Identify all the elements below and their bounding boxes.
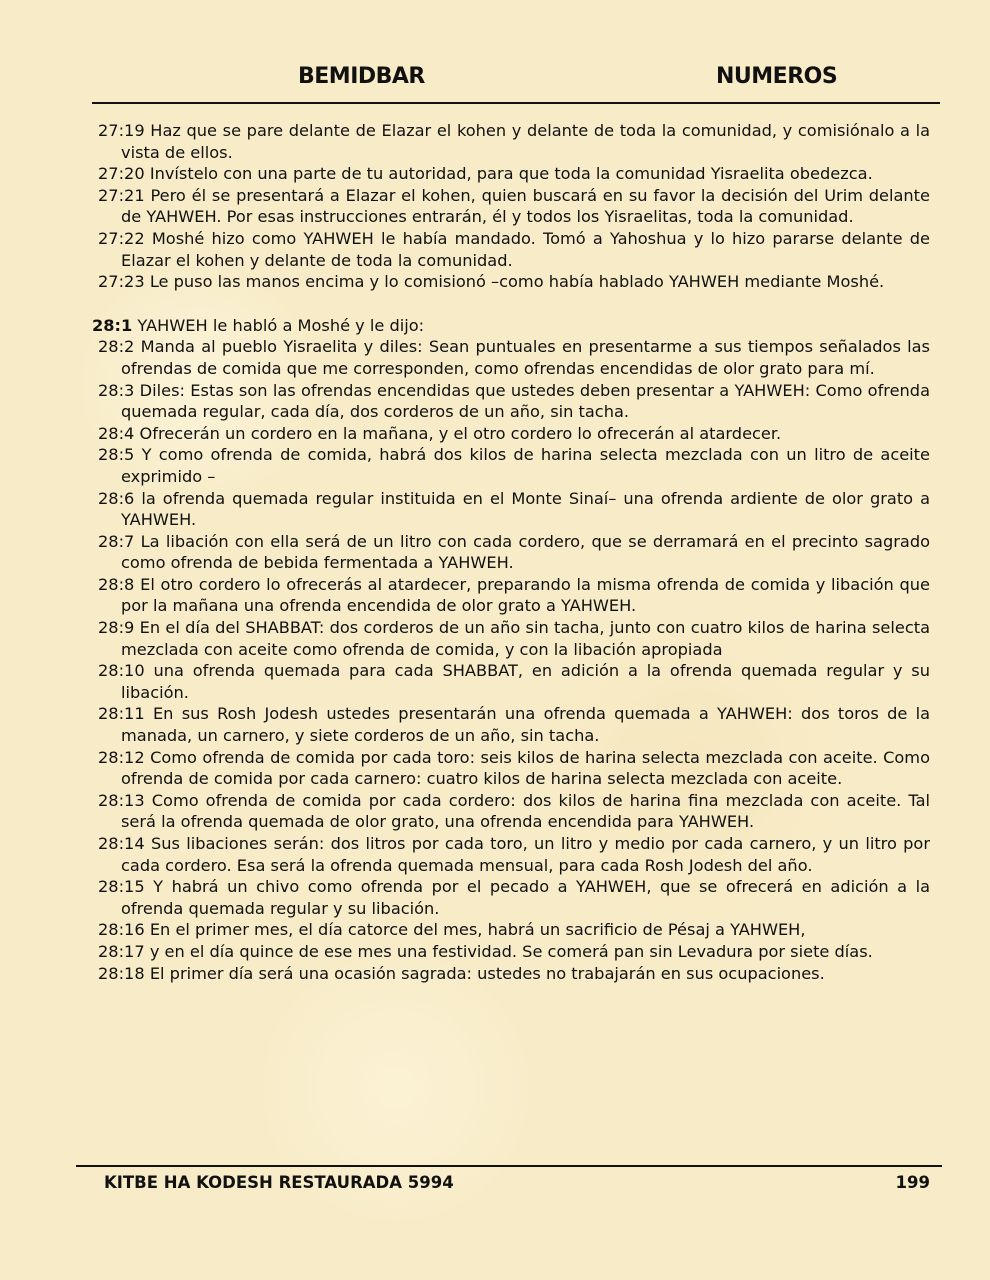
verse-ref: 28:3 xyxy=(98,380,135,400)
verse xyxy=(98,919,930,941)
verse-ref: 28:10 xyxy=(98,661,145,681)
verse xyxy=(98,941,930,963)
verse xyxy=(98,531,930,574)
verse-ref: 28:6 xyxy=(98,488,135,508)
verse-text: Haz que se pare delante de Elazar el kohen y delante de toda la comunidad, y comisiónalo a la vista de ellos. xyxy=(121,121,930,162)
verse-ref: 27:23 xyxy=(98,272,145,292)
verse xyxy=(98,228,930,271)
verse-text: Y como ofrenda de comida, habrá dos kilos de harina selecta mezclada con un litro de aceite exprimido – xyxy=(121,445,930,486)
verse-ref: 28:5 xyxy=(98,445,135,465)
page-content xyxy=(92,120,931,984)
chapter-gap xyxy=(98,293,930,315)
verse-ref: 27:19 xyxy=(98,121,145,140)
verse-text: la ofrenda quemada regular instituida en el Monte Sinaí– una ofrenda ardiente de olor grato a YAHWEH. xyxy=(121,488,930,530)
verse-ref: 28:13 xyxy=(98,790,145,810)
verse-ref: 28:16 xyxy=(98,920,145,940)
verse xyxy=(98,660,930,703)
page-header xyxy=(92,58,940,104)
verse-ref: 28:14 xyxy=(98,834,145,853)
verse-text: El primer día será una ocasión sagrada: ustedes no trabajarán en sus ocupaciones. xyxy=(149,963,825,983)
verse-text: Moshé hizo como YAHWEH le había mandado. Tomó a Yahoshua y lo hizo pararse delante de Elazar el kohen y delante de toda la comunidad. xyxy=(121,228,930,270)
verse-ref: 28:9 xyxy=(98,618,135,638)
verse-ref: 28:15 xyxy=(98,877,145,897)
verse-ref: 28:8 xyxy=(98,574,135,594)
verse xyxy=(98,380,930,423)
verse xyxy=(98,444,930,487)
verse-ref: 28:18 xyxy=(98,963,145,983)
verse xyxy=(98,163,930,185)
verse xyxy=(98,790,930,833)
verse-ref: 27:20 xyxy=(98,164,145,184)
verse-ref: 27:22 xyxy=(98,228,145,248)
verse-ref: 28:12 xyxy=(98,747,145,767)
page-footer xyxy=(76,1165,942,1192)
book-title-hebrew: BEMIDBAR xyxy=(298,64,425,89)
verse-ref: 28:11 xyxy=(98,704,145,724)
verse-text: Como ofrenda de comida por cada toro: seis kilos de harina selecta mezclada con aceite. Como ofrenda de comida por cada carnero: cuatro kilos de harina selecta mezclada con aceite. xyxy=(121,747,930,789)
verse xyxy=(98,703,930,746)
verse-text: Pero él se presentará a Elazar el kohen, quien buscará en su favor la decisión del Urim delante de YAHWEH. Por esas instrucciones entrarán, él y todos los Yisraelitas, toda la comunidad. xyxy=(121,185,930,227)
verse-ref: 28:2 xyxy=(98,337,135,357)
verse-ref: 27:21 xyxy=(98,185,145,205)
verse-text: una ofrenda quemada para cada SHABBAT, en adición a la ofrenda quemada regular y su libación. xyxy=(121,661,931,702)
verse xyxy=(98,876,930,919)
verse-text: Ofrecerán un cordero en la mañana, y el otro cordero lo ofrecerán al atardecer. xyxy=(139,423,782,443)
verse-text: El otro cordero lo ofrecerás al atardecer, preparando la misma ofrenda de comida y libación que por la mañana una ofrenda encendida de olor grato a YAHWEH. xyxy=(121,574,930,616)
chapter-28-verses xyxy=(98,336,930,984)
verse-text: Sus libaciones serán: dos litros por cada toro, un litro y medio por cada carnero, y un litro por cada cordero. Esa será la ofrenda quemada mensual, para cada Rosh Jodesh del año. xyxy=(121,834,930,875)
verse-text: Como ofrenda de comida por cada cordero: dos kilos de harina fina mezclada con aceite. Tal será la ofrenda quemada de olor grato, una ofrenda encendida para YAHWEH. xyxy=(121,790,930,832)
footer-title: KITBE HA KODESH RESTAURADA 5994 xyxy=(104,1173,454,1192)
verse-ref: 28:17 xyxy=(98,941,145,961)
verse xyxy=(98,336,930,379)
book-title-spanish: NUMEROS xyxy=(716,64,838,89)
verse-text: La libación con ella será de un litro con cada cordero, que se derramará en el precinto sagrado como ofrenda de bebida fermentada a YAHWEH. xyxy=(121,531,931,573)
verse xyxy=(98,574,930,617)
verse-text: En sus Rosh Jodesh ustedes presentarán una ofrenda quemada a YAHWEH: dos toros de la manada, un carnero, y siete corderos de un año, sin tacha. xyxy=(121,704,930,746)
verse-text: Manda al pueblo Yisraelita y diles: Sean puntuales en presentarme a sus tiempos señalados las ofrendas de comida que me corresponden, como ofrendas encendidas de olor grato para mí. xyxy=(121,337,930,378)
chapter-27-verses xyxy=(98,120,930,293)
verse xyxy=(98,617,930,660)
verse xyxy=(98,185,930,228)
verse-text: Invístelo con una parte de tu autoridad, para que toda la comunidad Yisraelita obedezca. xyxy=(149,164,873,184)
verse xyxy=(98,963,930,985)
verse xyxy=(98,120,930,163)
verse-text: En el día del SHABBAT: dos corderos de un año sin tacha, junto con cuatro kilos de harina selecta mezclada con aceite como ofrenda de comida, y con la libación apropiada xyxy=(121,618,930,659)
verse xyxy=(98,747,930,790)
verse xyxy=(98,271,930,293)
verse-text: Y habrá un chivo como ofrenda por el pecado a YAHWEH, que se ofrecerá en adición a la ofrenda quemada regular y su libación. xyxy=(121,877,930,918)
verse-ref: 28:4 xyxy=(98,423,135,443)
verse-ref: 28:1 xyxy=(92,315,133,335)
verse xyxy=(98,423,930,445)
page-number: 199 xyxy=(895,1173,930,1192)
verse xyxy=(98,488,930,531)
verse-ref: 28:7 xyxy=(98,531,135,551)
verse-text: YAHWEH le habló a Moshé y le dijo: xyxy=(137,315,425,335)
verse-text: Diles: Estas son las ofrendas encendidas que ustedes deben presentar a YAHWEH: Como ofrenda quemada regular, cada día, dos corderos de un año, sin tacha. xyxy=(121,380,931,422)
verse-text: y en el día quince de ese mes una festividad. Se comerá pan sin Levadura por siete días. xyxy=(149,941,873,961)
verse xyxy=(98,833,930,876)
chapter-start-verse xyxy=(92,315,930,337)
verse-text: En el primer mes, el día catorce del mes, habrá un sacrificio de Pésaj a YAHWEH, xyxy=(149,920,806,940)
verse-text: Le puso las manos encima y lo comisionó –como había hablado YAHWEH mediante Moshé. xyxy=(149,272,885,292)
